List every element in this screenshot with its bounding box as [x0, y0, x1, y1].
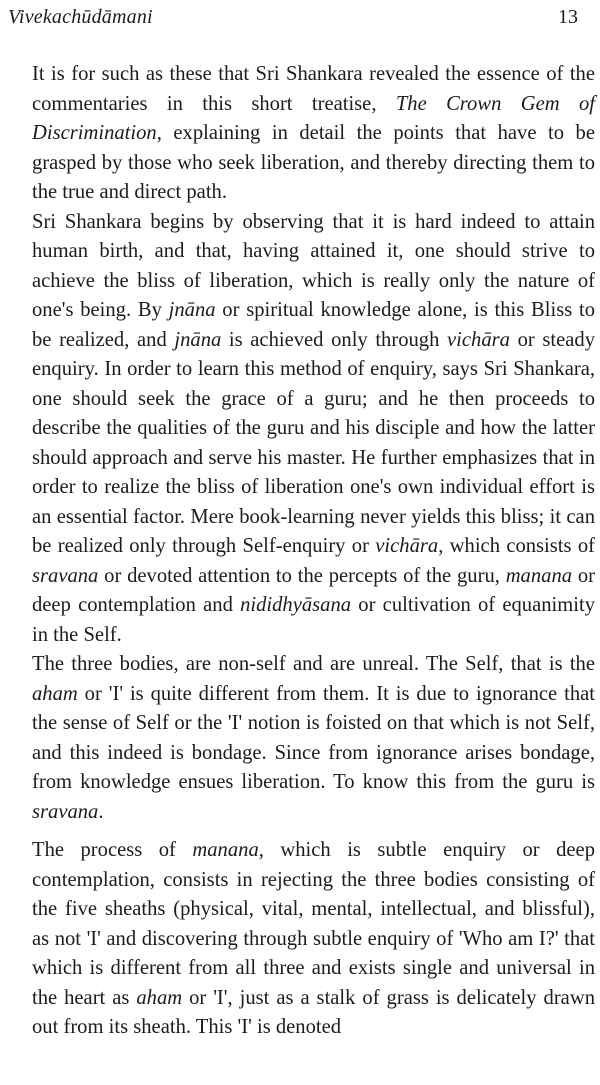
text-run: or 'I', just as a stalk of grass is delicately drawn out from its sheath. This 'I' is denoted — [32, 986, 595, 1038]
italic-term: vichāra — [375, 535, 439, 557]
text-run: The process of — [32, 839, 193, 861]
italic-term: aham — [32, 682, 78, 705]
paragraph-2 — [32, 208, 595, 651]
paragraph-3 — [32, 650, 595, 827]
text-run: is achieved only through — [221, 328, 448, 351]
text-run: or cultivation of equanimity in the Self. — [32, 594, 595, 646]
body-text — [32, 60, 595, 1043]
text-run: , which is subtle enquiry or deep contemplation, consists in rejecting the three bodies consisting of the five sheaths (physical, vital, mental, intellectual, and blissful), as not 'I' and discovering through subtle enquiry of 'Who am I?' that which is different from all three and exists single and universal in the heart as — [32, 839, 595, 1009]
paragraph-4 — [32, 836, 595, 1043]
italic-term: vichāra — [447, 328, 510, 351]
text-run: , which consists of — [438, 535, 596, 557]
text-run: . — [98, 800, 104, 823]
italic-term: sravana — [32, 800, 99, 823]
text-run: or devoted attention to the percepts of the guru, — [98, 564, 506, 587]
italic-term: sravana — [32, 564, 99, 587]
italic-term: aham — [136, 986, 183, 1009]
italic-term: manana — [505, 564, 573, 587]
text-run: Sri Shankara begins by observing that it is hard indeed to attain human birth, and that, having attained it, one should strive to achieve the bliss of liberation, which is really only the nature of one's being. By — [32, 210, 595, 321]
italic-term: manana — [192, 839, 259, 861]
italic-term: jnāna — [168, 299, 216, 321]
page-number: 13 — [558, 6, 578, 28]
italic-term: jnāna — [174, 328, 222, 351]
text-run: or 'I' is quite different from them. It is due to ignorance that the sense of Self or the 'I' notion is foisted on that which is not Self, and this indeed is bondage. Since from ignorance arises bondage, from knowledge ensues liberation. To know this from the guru is — [32, 682, 595, 793]
text-run: , explaining in detail the points that have to be grasped by those who seek liberation, and thereby directing them to the true and direct path. — [32, 122, 595, 203]
text-run: It is for such as these that Sri Shankara revealed the essence of the commentaries in this short treatise, — [32, 63, 595, 115]
italic-term: The Crown Gem of Discrimination — [32, 92, 595, 144]
running-title: Vivekachūdāmani — [8, 6, 153, 28]
running-head — [8, 2, 578, 32]
text-run: or steady enquiry. In order to learn this method of enquiry, says Sri Shankara, one should seek the grace of a guru; and he then proceeds to describe the qualities of the guru and his disciple and how the latter should approach and serve his master. He further emphasizes that in order to realize the bliss of liberation one's own individual effort is an essential factor. Mere book-learning never yields this bliss; it can be realized only through Self-enquiry or — [32, 328, 595, 557]
paragraph-1 — [32, 60, 595, 208]
italic-term: nididhyāsana — [240, 594, 352, 616]
text-run: The three bodies, are non-self and are unreal. The Self, that is the — [32, 653, 595, 675]
text-run: or spiritual knowledge alone, is this Bliss to be realized, and — [32, 299, 596, 351]
text-run: or deep contemplation and — [32, 564, 595, 616]
